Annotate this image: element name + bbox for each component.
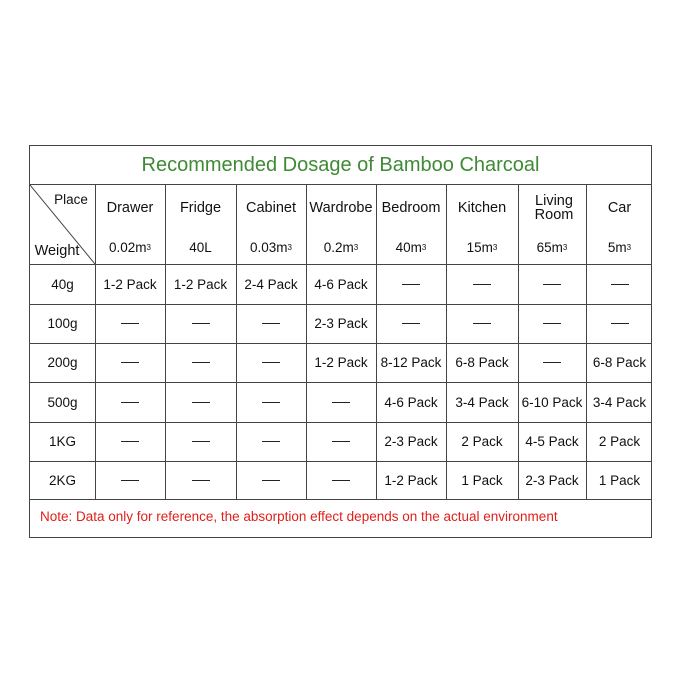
header-weight-label: Weight <box>34 243 80 259</box>
dosage-cell <box>95 461 165 499</box>
dosage-cell: 1 Pack <box>461 472 503 488</box>
dosage-cell <box>95 382 165 422</box>
dosage-cell: 2 Pack <box>598 434 641 449</box>
dosage-cell <box>165 304 236 343</box>
dash-mark <box>192 362 210 363</box>
dash-mark <box>543 323 561 324</box>
dash-mark <box>332 402 350 403</box>
table-title: Recommended Dosage of Bamboo Charcoal <box>30 146 651 185</box>
dash-mark <box>262 441 280 442</box>
header-capacity: 15m 3 <box>466 240 498 255</box>
dosage-cell <box>446 304 518 343</box>
header-capacity: 0.03m 3 <box>250 240 292 255</box>
dosage-cell <box>236 304 306 343</box>
header-place-living-room: Living Room <box>534 193 574 223</box>
dosage-cell <box>165 343 236 382</box>
dosage-cell: 1-2 Pack <box>103 276 157 292</box>
dosage-cell <box>376 264 446 304</box>
dosage-cell <box>586 264 653 304</box>
dosage-cell: 3-4 Pack <box>592 394 647 410</box>
dosage-table <box>29 145 652 538</box>
dosage-cell <box>236 382 306 422</box>
dosage-cell <box>376 304 446 343</box>
header-capacity: 0.02m 3 <box>109 240 151 255</box>
dash-mark <box>121 323 139 324</box>
dosage-cell <box>518 343 586 382</box>
dash-mark <box>121 362 139 363</box>
dosage-cell <box>95 304 165 343</box>
dash-mark <box>332 480 350 481</box>
header-place-car: Car <box>607 200 632 216</box>
row-weight-label: 200g <box>47 355 78 370</box>
dash-mark <box>262 362 280 363</box>
dosage-cell: 6-8 Pack <box>592 355 647 370</box>
dash-mark <box>192 402 210 403</box>
dash-mark <box>121 480 139 481</box>
dash-mark <box>192 441 210 442</box>
row-weight-label: 1KG <box>48 434 76 449</box>
dosage-cell <box>165 422 236 461</box>
header-capacity: 0.2m 3 <box>323 240 359 255</box>
header-place-wardrobe: Wardrobe <box>309 200 373 216</box>
dosage-cell: 6-10 Pack <box>521 394 583 410</box>
dosage-cell <box>165 461 236 499</box>
dosage-cell: 3-4 Pack <box>455 394 509 410</box>
footnote: Note: Data only for reference, the absorption effect depends on the actual environment <box>40 509 558 524</box>
header-capacity: 65m 3 <box>536 240 568 255</box>
dosage-cell: 1-2 Pack <box>173 276 228 292</box>
dosage-cell <box>518 304 586 343</box>
dosage-cell: 4-5 Pack <box>525 434 579 449</box>
dash-mark <box>543 284 561 285</box>
dosage-cell: 4-6 Pack <box>384 394 438 410</box>
dosage-cell <box>306 422 376 461</box>
dash-mark <box>611 284 629 285</box>
dash-mark <box>611 323 629 324</box>
dash-mark <box>262 480 280 481</box>
header-place-cabinet: Cabinet <box>246 200 296 216</box>
header-place-kitchen: Kitchen <box>457 200 507 216</box>
dosage-cell: 6-8 Pack <box>455 355 509 370</box>
dash-mark <box>192 323 210 324</box>
dosage-cell: 1-2 Pack <box>314 355 368 370</box>
dosage-cell <box>95 343 165 382</box>
row-weight-label: 40g <box>51 276 74 292</box>
dash-mark <box>262 402 280 403</box>
header-place-drawer: Drawer <box>106 200 154 216</box>
row-weight-label: 500g <box>47 394 78 410</box>
header-place-label: Place <box>54 191 88 207</box>
header-place-bedroom: Bedroom <box>381 200 441 216</box>
dosage-cell <box>446 264 518 304</box>
dosage-cell <box>586 304 653 343</box>
dosage-cell: 2-3 Pack <box>384 434 438 449</box>
dash-mark <box>332 441 350 442</box>
dosage-cell <box>236 343 306 382</box>
header-capacity: 40m 3 <box>395 240 427 255</box>
dosage-cell <box>236 422 306 461</box>
dash-mark <box>543 362 561 363</box>
dosage-cell: 4-6 Pack <box>314 276 368 292</box>
dosage-cell <box>306 382 376 422</box>
dosage-cell <box>236 461 306 499</box>
dosage-cell <box>95 422 165 461</box>
dosage-cell <box>518 264 586 304</box>
dosage-cell: 1-2 Pack <box>384 472 438 488</box>
header-capacity: 40L <box>189 240 212 255</box>
dash-mark <box>262 323 280 324</box>
header-place-fridge: Fridge <box>179 200 222 216</box>
header-capacity: 5m 3 <box>607 240 632 255</box>
dosage-cell <box>165 382 236 422</box>
dash-mark <box>473 323 491 324</box>
row-divider <box>30 499 652 500</box>
dosage-cell: 2 Pack <box>461 434 503 449</box>
dosage-cell: 2-3 Pack <box>314 316 368 331</box>
dash-mark <box>402 284 420 285</box>
dash-mark <box>121 441 139 442</box>
dash-mark <box>402 323 420 324</box>
row-weight-label: 100g <box>47 316 78 331</box>
dash-mark <box>192 480 210 481</box>
dosage-cell: 1 Pack <box>598 472 641 488</box>
row-weight-label: 2KG <box>48 472 76 488</box>
dash-mark <box>121 402 139 403</box>
dosage-cell: 8-12 Pack <box>380 355 442 370</box>
dosage-cell: 2-4 Pack <box>244 276 298 292</box>
dosage-cell: 2-3 Pack <box>525 472 579 488</box>
dash-mark <box>473 284 491 285</box>
dosage-cell <box>306 461 376 499</box>
